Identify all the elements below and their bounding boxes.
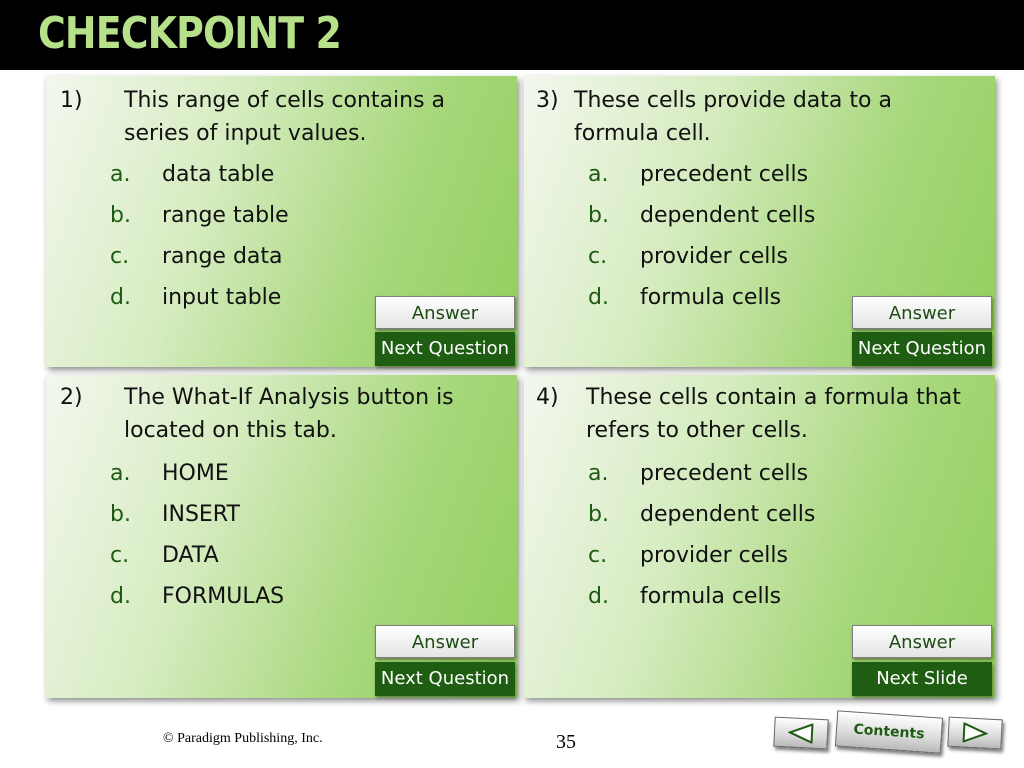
option-text: precedent cells (640, 162, 809, 187)
option-letter: a. (588, 162, 609, 187)
question-text: These cells provide data to a formula cell. (574, 88, 892, 146)
option-text: provider cells (640, 244, 788, 269)
option-text: FORMULAS (162, 584, 285, 609)
option-text: dependent cells (640, 203, 816, 228)
answer-button[interactable]: Answer (852, 625, 992, 658)
next-question-button[interactable]: Next Question (375, 662, 515, 696)
question-panel-2 (46, 375, 517, 698)
question-number: 3) (536, 88, 559, 113)
answer-button[interactable]: Answer (375, 296, 515, 329)
option-letter: d. (110, 285, 131, 310)
slide-title: CHECKPOINT 2 (38, 8, 342, 59)
next-question-button[interactable]: Next Question (375, 332, 515, 366)
question-text: These cells contain a formula that refers to other cells. (586, 385, 961, 443)
option-letter: d. (588, 584, 609, 609)
option-letter: d. (588, 285, 609, 310)
option-text: range data (162, 244, 283, 269)
answer-button[interactable]: Answer (375, 625, 515, 658)
question-panel-3 (524, 76, 995, 367)
option-letter: b. (110, 203, 131, 228)
option-letter: a. (110, 162, 131, 187)
option-text: dependent cells (640, 502, 816, 527)
question-number: 1) (60, 88, 83, 113)
next-slide-nav-button[interactable] (947, 717, 1002, 750)
option-letter: b. (588, 502, 609, 527)
question-number: 2) (60, 385, 83, 410)
option-text: precedent cells (640, 461, 809, 486)
contents-button[interactable]: Contents (835, 710, 943, 753)
option-letter: c. (110, 543, 130, 568)
option-letter: d. (110, 584, 131, 609)
option-text: formula cells (640, 285, 782, 310)
page-number: 35 (556, 731, 576, 753)
option-letter: a. (588, 461, 609, 486)
option-text: input table (162, 285, 282, 310)
option-text: INSERT (162, 502, 240, 527)
option-letter: c. (110, 244, 130, 269)
option-letter: c. (588, 244, 608, 269)
question-number: 4) (536, 385, 559, 410)
question-panel-1 (46, 76, 517, 367)
next-question-button[interactable]: Next Question (852, 332, 992, 366)
option-letter: b. (110, 502, 131, 527)
title-bar (0, 0, 1024, 70)
footer-copyright: © Paradigm Publishing, Inc. (163, 731, 323, 746)
triangle-right-icon (961, 722, 988, 743)
question-text: This range of cells contains a series of input values. (124, 88, 446, 146)
option-text: provider cells (640, 543, 788, 568)
option-text: data table (162, 162, 275, 187)
next-slide-button[interactable]: Next Slide (852, 662, 992, 696)
answer-button[interactable]: Answer (852, 296, 992, 329)
triangle-left-icon (787, 722, 814, 743)
previous-slide-button[interactable] (773, 717, 828, 750)
option-text: HOME (162, 461, 229, 486)
option-text: formula cells (640, 584, 782, 609)
question-panel-4 (524, 375, 995, 698)
question-text: The What-If Analysis button is located on this tab. (124, 385, 454, 443)
option-text: range table (162, 203, 289, 228)
option-letter: c. (588, 543, 608, 568)
option-letter: b. (588, 203, 609, 228)
option-letter: a. (110, 461, 131, 486)
option-text: DATA (162, 543, 219, 568)
